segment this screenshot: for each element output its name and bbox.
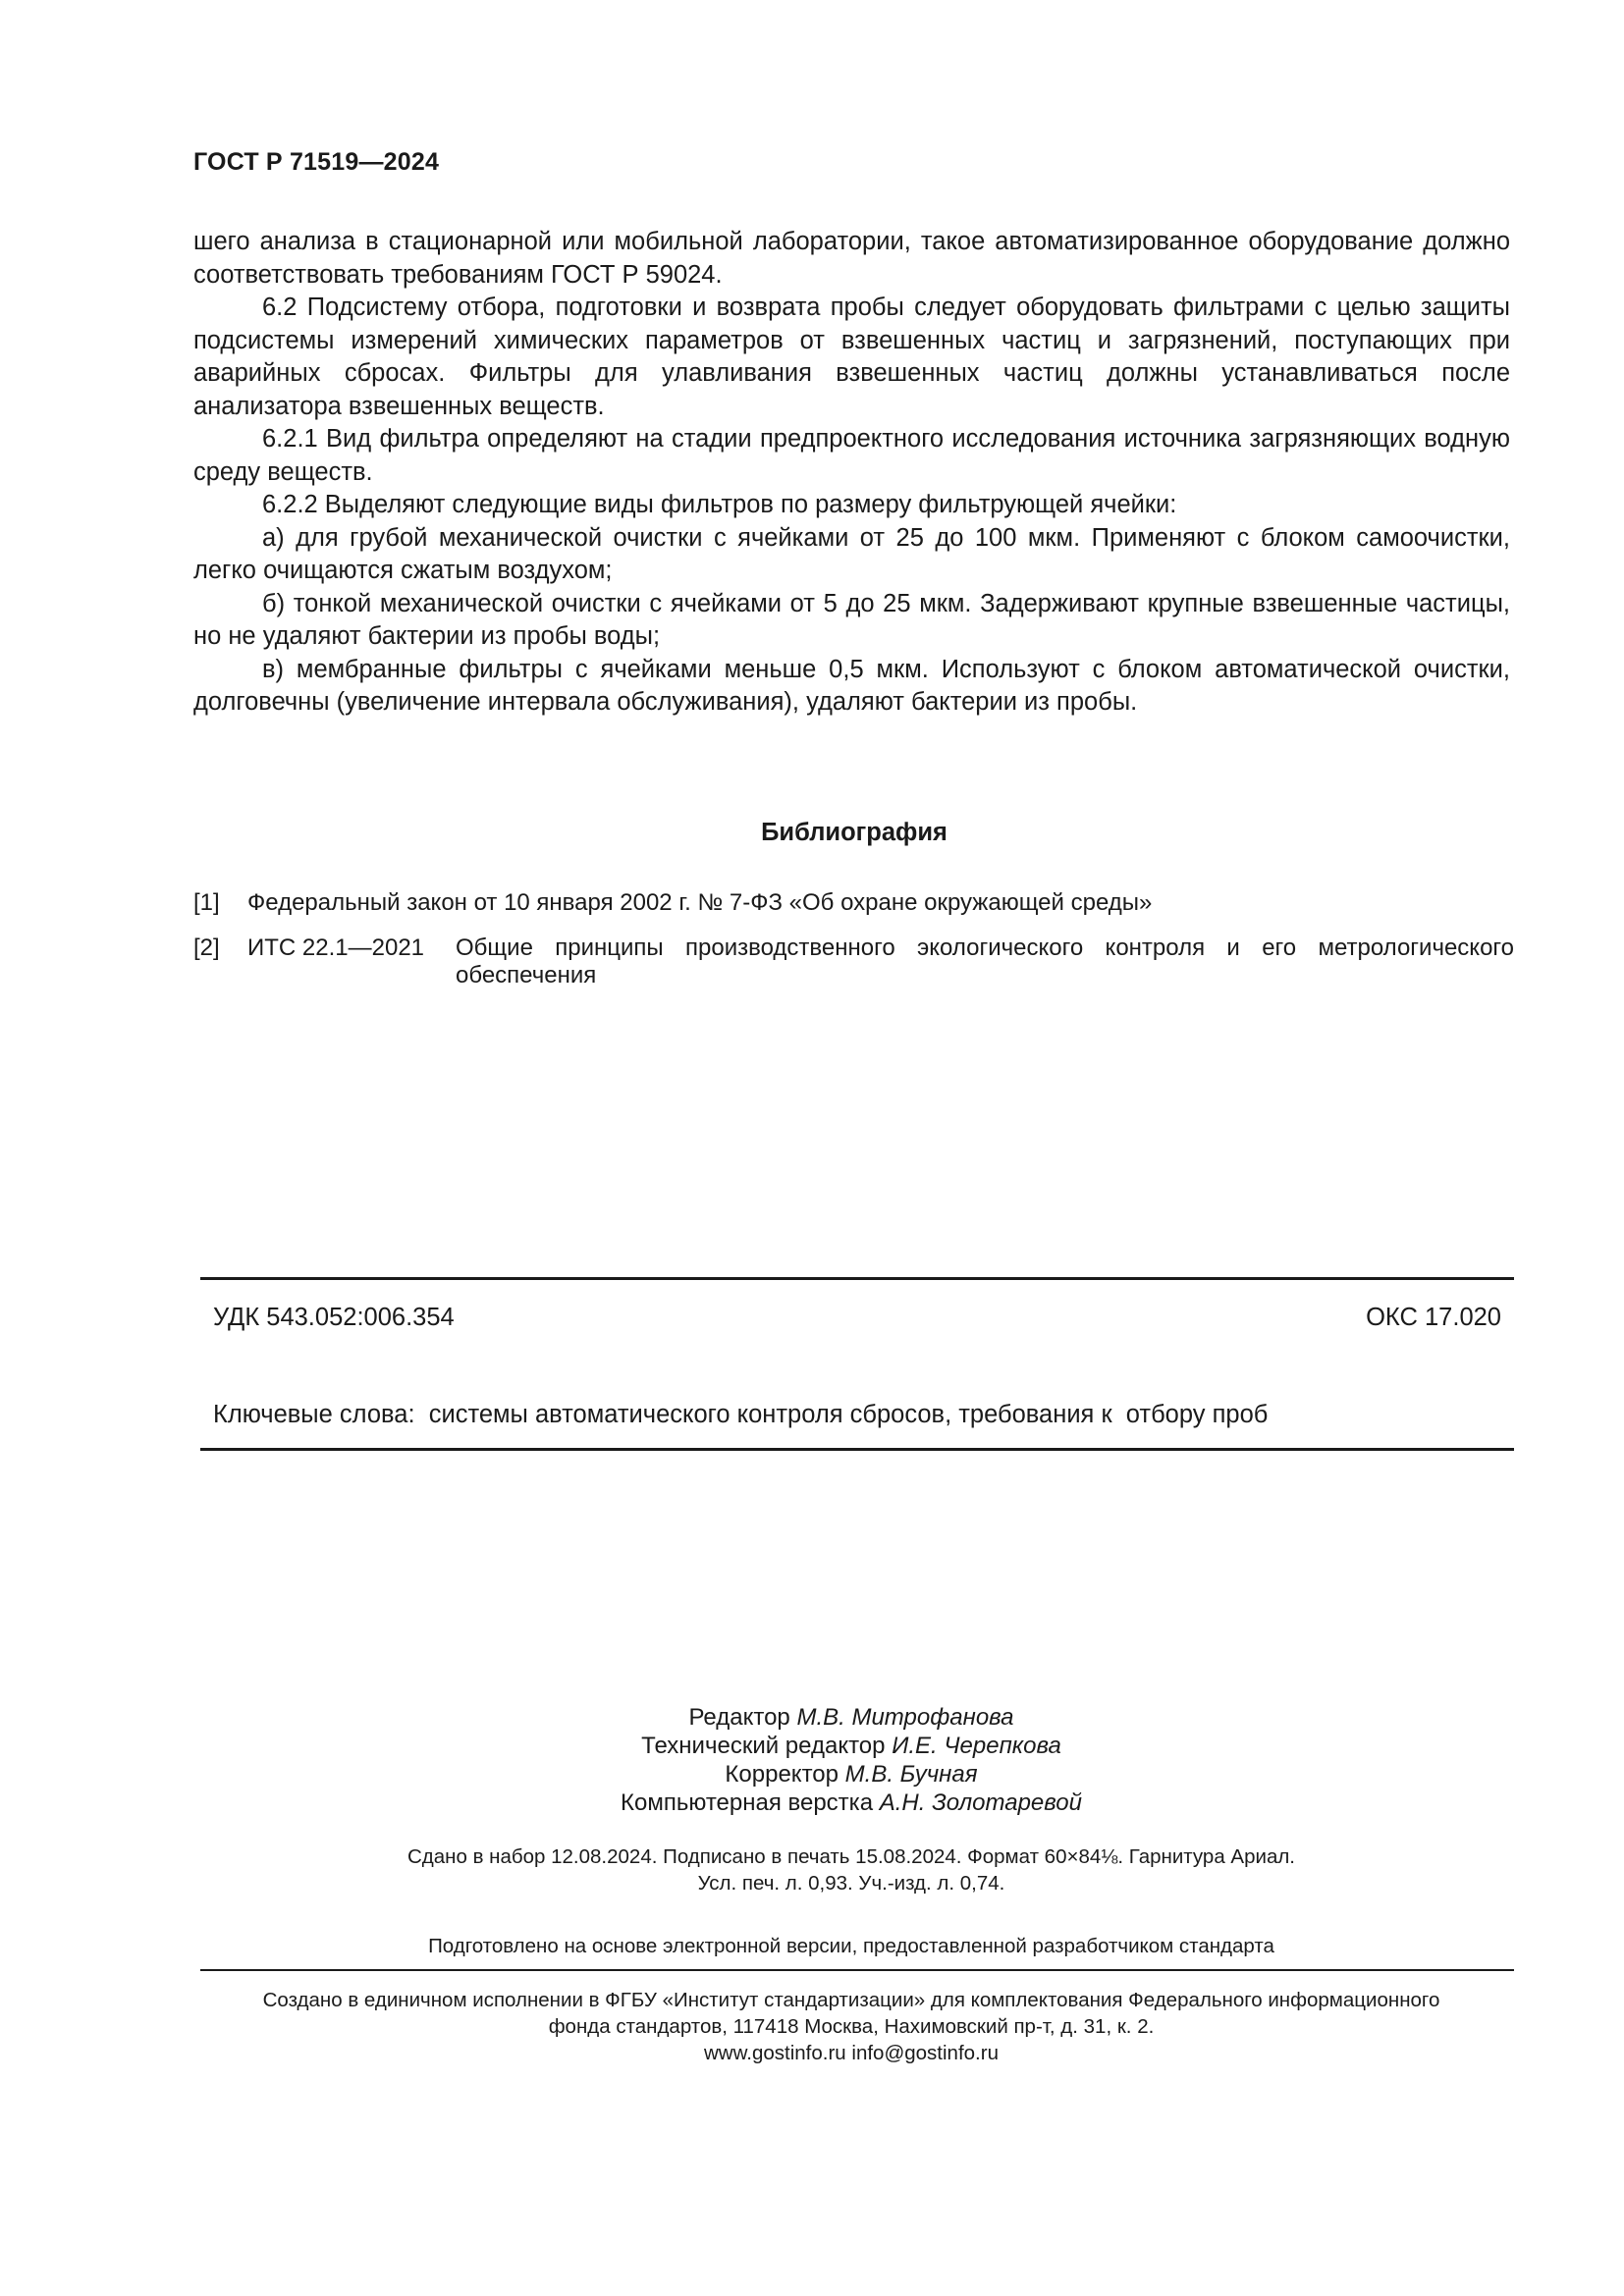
list-item: б) тонкой механической очистки с ячейками от 5 до 25 мкм. Задерживают крупные взвешенные частицы, но не удаляют бактерии из пробы воды;: [193, 589, 1510, 650]
bibliography-number: [2]: [193, 934, 220, 961]
classification-row: [213, 1304, 1501, 1332]
body-text: [193, 226, 1510, 720]
udk-code: УДК 543.052:006.354: [213, 1304, 455, 1331]
paragraph: 6.2.1 Вид фильтра определяют на стадии предпроектного исследования источника загрязняющих водную среду веществ.: [193, 425, 1510, 486]
corrector-line: Корректор М.В. Бучная: [725, 1761, 978, 1788]
paragraph: 6.2 Подсистему отбора, подготовки и возврата пробы следует оборудовать фильтрами с целью защиты подсистемы измерений химических параметров от взвешенных частиц и загрязнений, поступающих при аварийных сбросах. Фильтры для улавливания взвешенных частиц должны устанавливаться после анализатора взвешенных веществ.: [193, 294, 1510, 420]
divider: [200, 1969, 1514, 1971]
paragraph: 6.2.2 Выделяют следующие виды фильтров по размеру фильтрующей ячейки:: [262, 491, 1177, 518]
bibliography-item: [193, 889, 1514, 917]
bibliography-text: Общие принципы производственного экологического контроля и его метрологического обеспечения: [456, 934, 1514, 988]
bibliography-number: [1]: [193, 889, 220, 916]
created-note: Создано в единичном исполнении в ФГБУ «Институт стандартизации» для комплектования Федерального информационного фонда стандартов, 117418 Москва, Нахимовский пр-т, д. 31, к. 2. www.gostinfo.ru info@gostinfo.ru: [262, 1989, 1440, 2064]
oks-code: ОКС 17.020: [1366, 1304, 1501, 1331]
paragraph: шего анализа в стационарной или мобильной лаборатории, такое автоматизированное оборудование должно соответствовать требованиям ГОСТ Р 59024.: [193, 228, 1510, 289]
list-item: а) для грубой механической очистки с ячейками от 25 до 100 мкм. Применяют с блоком самоочистки, легко очищаются сжатым воздухом;: [193, 523, 1510, 584]
divider: [200, 1448, 1514, 1451]
bibliography-text: Федеральный закон от 10 января 2002 г. № 7-ФЗ «Об охране окружающей среды»: [247, 889, 1153, 916]
editors-block: [0, 1703, 1624, 1817]
divider: [200, 1277, 1514, 1280]
keywords: Ключевые слова: системы автоматического контроля сбросов, требования к отбору проб: [213, 1401, 1269, 1428]
imprint-line: Усл. печ. л. 0,93. Уч.-изд. л. 0,74.: [697, 1872, 1005, 1895]
bibliography-title: Библиография: [761, 819, 947, 846]
imprint-line: Сдано в набор 12.08.2024. Подписано в печать 15.08.2024. Формат 60×84⅛. Гарнитура Ариал.: [406, 1845, 1295, 1868]
imprint-block: [0, 1843, 1624, 1896]
editor-line: Редактор М.В. Митрофанова: [688, 1704, 1014, 1731]
bibliography-code: ИТС 22.1—2021: [247, 934, 425, 961]
document-number: ГОСТ Р 71519—2024: [193, 148, 440, 176]
bibliography-list: [193, 889, 1514, 1007]
layout-line: Компьютерная верстка А.Н. Золотаревой: [621, 1789, 1082, 1816]
prepared-note: Подготовлено на основе электронной версии, предоставленной разработчиком стандарта: [428, 1935, 1274, 1957]
list-item: в) мембранные фильтры с ячейками меньше 0,5 мкм. Используют с блоком автоматической очистки, долговечны (увеличение интервала обслуживания), удаляют бактерии из пробы.: [193, 655, 1510, 716]
bibliography-item: [193, 934, 1514, 989]
tech-editor-line: Технический редактор И.Е. Черепкова: [641, 1733, 1061, 1759]
